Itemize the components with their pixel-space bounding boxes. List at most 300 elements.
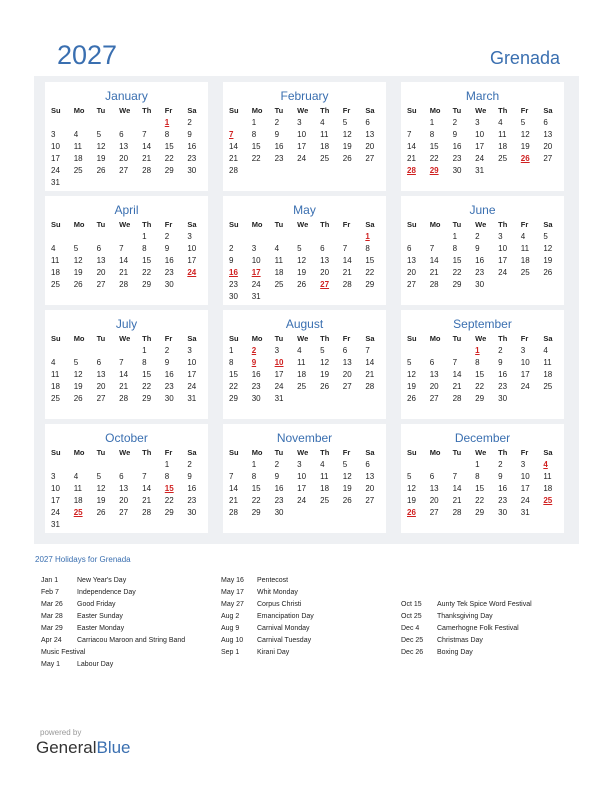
day-cell: 18 — [320, 483, 330, 493]
day-cell: 5 — [320, 345, 325, 355]
holiday-date: Aug 9 — [221, 625, 240, 632]
day-cell: 12 — [297, 255, 307, 265]
holiday-row — [41, 623, 185, 635]
holiday-day-cell: 28 — [407, 166, 416, 176]
day-cell: 27 — [407, 280, 416, 290]
day-cell: 26 — [73, 280, 83, 290]
day-cell: 15 — [229, 369, 238, 379]
month-name: June — [469, 203, 496, 217]
day-cell: 13 — [429, 483, 439, 493]
day-cell: 8 — [429, 129, 435, 139]
day-cell: 1 — [475, 459, 480, 469]
day-cell: 11 — [543, 357, 552, 367]
day-cell: 27 — [342, 381, 352, 391]
month-name: April — [114, 203, 139, 217]
day-cell: 31 — [475, 166, 485, 176]
empty-cell — [72, 344, 95, 356]
empty-cell — [428, 458, 451, 470]
day-cell: 6 — [543, 117, 548, 127]
day-cell: 22 — [142, 267, 152, 277]
month-january — [45, 82, 208, 191]
day-cell: 12 — [73, 255, 83, 265]
day-cell: 20 — [429, 381, 439, 391]
day-cell: 7 — [119, 357, 124, 367]
weekday-header: Mo — [429, 219, 441, 229]
weekday-header: Tu — [274, 105, 284, 115]
day-cell: 6 — [365, 459, 370, 469]
holiday-day-cell: 24 — [187, 267, 197, 277]
empty-cell — [541, 278, 564, 290]
day-cell: 14 — [142, 141, 152, 151]
holiday-date: Oct 25 — [401, 613, 422, 620]
empty-cell — [496, 164, 519, 176]
empty-cell — [140, 519, 163, 531]
generalblue-logo[interactable] — [36, 738, 131, 758]
weekday-header: Su — [51, 333, 61, 343]
day-cell: 6 — [119, 129, 124, 139]
month-name: October — [105, 431, 148, 445]
holiday-name: Thanksgiving Day — [437, 613, 493, 620]
day-cell: 19 — [96, 495, 106, 505]
day-cell: 29 — [229, 394, 238, 404]
day-cell: 5 — [73, 243, 79, 253]
day-cell: 24 — [498, 267, 508, 277]
weekday-header: We — [297, 447, 309, 457]
weekday-header: Su — [229, 105, 239, 115]
day-cell: 29 — [365, 280, 375, 290]
day-cell: 16 — [251, 369, 261, 379]
weekday-header: Fr — [520, 219, 529, 229]
day-cell: 21 — [229, 153, 238, 163]
day-cell: 5 — [96, 471, 102, 481]
day-cell: 10 — [297, 471, 307, 481]
empty-cell — [117, 230, 140, 242]
empty-cell — [405, 458, 428, 470]
day-cell: 6 — [342, 345, 348, 355]
day-cell: 22 — [452, 267, 462, 277]
powered-by-text: powered by — [40, 728, 82, 737]
weekday-header: Sa — [187, 105, 197, 115]
day-cell: 4 — [73, 129, 79, 139]
holiday-name: Labour Day — [77, 661, 114, 668]
day-cell: 15 — [429, 141, 439, 151]
day-cell: 18 — [520, 255, 530, 265]
day-cell: 7 — [365, 345, 370, 355]
day-cell: 16 — [187, 483, 197, 493]
empty-cell — [318, 392, 341, 404]
day-cell: 13 — [407, 255, 416, 265]
day-cell: 16 — [187, 141, 197, 151]
day-cell: 12 — [407, 483, 416, 493]
day-cell: 15 — [365, 255, 375, 265]
day-cell: 30 — [187, 166, 197, 176]
empty-cell — [72, 458, 95, 470]
weekday-header: Su — [51, 447, 61, 457]
empty-cell — [295, 291, 318, 303]
weekday-header: We — [297, 333, 309, 343]
empty-cell — [295, 506, 318, 518]
holiday-date: Dec 4 — [401, 625, 420, 632]
day-cell: 2 — [274, 117, 280, 127]
day-cell: 24 — [187, 381, 197, 391]
empty-cell — [341, 392, 364, 404]
day-cell: 10 — [297, 129, 307, 139]
day-cell: 27 — [429, 508, 439, 518]
day-cell: 19 — [520, 141, 530, 151]
empty-cell — [49, 230, 72, 242]
holiday-date: Sep 1 — [221, 649, 240, 656]
empty-cell — [185, 519, 208, 531]
day-cell: 16 — [452, 141, 462, 151]
day-cell: 17 — [187, 255, 197, 265]
day-cell: 16 — [164, 369, 174, 379]
empty-cell — [451, 458, 474, 470]
empty-cell — [496, 278, 519, 290]
day-cell: 28 — [452, 508, 462, 518]
weekday-header: Su — [407, 447, 417, 457]
day-cell: 24 — [520, 495, 530, 505]
empty-cell — [541, 506, 564, 518]
day-cell: 2 — [187, 117, 192, 127]
holiday-date: May 27 — [221, 601, 244, 608]
holidays-title: 2027 Holidays for Grenada — [35, 555, 131, 564]
day-cell: 13 — [342, 357, 352, 367]
weekday-header: Fr — [164, 105, 173, 115]
day-cell: 27 — [543, 153, 553, 163]
weekday-header: Th — [498, 219, 508, 229]
day-cell: 13 — [365, 471, 375, 481]
day-cell: 17 — [51, 153, 60, 163]
month-june — [401, 196, 564, 305]
empty-cell — [95, 458, 118, 470]
day-cell: 5 — [73, 357, 79, 367]
day-cell: 20 — [119, 495, 129, 505]
holiday-date: Aug 10 — [221, 637, 244, 644]
empty-cell — [250, 230, 273, 242]
holiday-day-cell: 16 — [229, 267, 238, 277]
empty-cell — [185, 278, 208, 290]
day-cell: 8 — [229, 357, 234, 367]
month-name: July — [115, 317, 138, 331]
empty-cell — [295, 164, 318, 176]
day-cell: 17 — [297, 483, 307, 493]
day-cell: 25 — [297, 381, 307, 391]
day-cell: 4 — [543, 345, 548, 355]
day-cell: 7 — [342, 243, 348, 253]
day-cell: 11 — [320, 129, 329, 139]
holiday-name: Music Festival — [41, 649, 86, 656]
day-cell: 30 — [251, 394, 261, 404]
day-cell: 15 — [475, 369, 485, 379]
weekday-header: Th — [142, 105, 152, 115]
month-november — [223, 424, 386, 533]
day-cell: 22 — [164, 153, 174, 163]
day-cell: 14 — [429, 255, 439, 265]
holiday-row — [221, 575, 314, 587]
day-cell: 23 — [475, 267, 485, 277]
day-cell: 1 — [142, 231, 147, 241]
empty-cell — [140, 116, 163, 128]
empty-cell — [519, 164, 542, 176]
day-cell: 7 — [229, 471, 234, 481]
day-cell: 18 — [543, 369, 553, 379]
day-cell: 12 — [543, 243, 553, 253]
empty-cell — [72, 177, 95, 189]
holiday-date: Dec 25 — [401, 637, 424, 644]
day-cell: 4 — [297, 345, 302, 355]
day-cell: 31 — [251, 292, 261, 302]
day-cell: 20 — [543, 141, 553, 151]
month-name: February — [280, 89, 329, 103]
holiday-day-cell: 1 — [164, 117, 170, 127]
day-cell: 4 — [73, 471, 79, 481]
holidays-column-2 — [221, 575, 314, 659]
empty-cell — [318, 506, 341, 518]
day-cell: 16 — [475, 255, 485, 265]
weekday-header: Mo — [429, 447, 441, 457]
weekday-header: Th — [142, 333, 152, 343]
day-cell: 20 — [96, 381, 106, 391]
day-cell: 14 — [365, 357, 375, 367]
month-name: January — [105, 89, 148, 103]
empty-cell — [541, 164, 564, 176]
day-cell: 6 — [365, 117, 370, 127]
day-cell: 12 — [96, 141, 106, 151]
day-cell: 17 — [520, 483, 530, 493]
day-cell: 25 — [274, 280, 284, 290]
weekday-header: Th — [320, 105, 330, 115]
day-cell: 9 — [187, 471, 192, 481]
day-cell: 12 — [96, 483, 106, 493]
day-cell: 13 — [119, 141, 129, 151]
day-cell: 13 — [119, 483, 129, 493]
day-cell: 18 — [498, 141, 508, 151]
day-cell: 30 — [274, 508, 284, 518]
day-cell: 3 — [51, 129, 56, 139]
weekday-header: Mo — [251, 447, 263, 457]
day-cell: 1 — [452, 231, 458, 241]
weekday-header: Fr — [164, 333, 173, 343]
day-cell: 8 — [164, 129, 170, 139]
weekday-header: Fr — [164, 447, 173, 457]
weekday-header: Su — [407, 219, 417, 229]
weekday-header: Fr — [342, 447, 351, 457]
day-cell: 5 — [297, 243, 302, 253]
day-cell: 16 — [164, 255, 174, 265]
holiday-name: Easter Monday — [77, 625, 125, 632]
weekday-header: Sa — [187, 447, 197, 457]
weekday-header: Mo — [429, 105, 441, 115]
weekday-header: Mo — [251, 105, 263, 115]
holiday-date: Dec 26 — [401, 649, 424, 656]
weekday-header: Mo — [429, 333, 441, 343]
day-cell: 31 — [520, 508, 530, 518]
day-cell: 16 — [274, 141, 284, 151]
weekday-header: Th — [498, 105, 508, 115]
weekday-header: Su — [51, 105, 61, 115]
day-cell: 31 — [51, 520, 60, 530]
day-cell: 19 — [320, 369, 330, 379]
month-september — [401, 310, 564, 419]
weekday-header: Tu — [452, 105, 462, 115]
day-cell: 9 — [498, 357, 503, 367]
day-cell: 18 — [73, 495, 83, 505]
holiday-day-cell: 27 — [320, 280, 330, 290]
day-cell: 23 — [452, 153, 462, 163]
holiday-name: Aunty Tek Spice Word Festival — [437, 601, 532, 608]
day-cell: 29 — [164, 508, 174, 518]
day-cell: 7 — [452, 471, 458, 481]
day-cell: 7 — [429, 243, 435, 253]
day-cell: 1 — [142, 345, 147, 355]
day-cell: 24 — [51, 166, 60, 176]
day-cell: 3 — [187, 345, 192, 355]
month-name: December — [454, 431, 511, 445]
day-cell: 21 — [429, 267, 439, 277]
day-cell: 24 — [274, 381, 284, 391]
day-cell: 13 — [96, 369, 106, 379]
holiday-day-cell: 29 — [429, 166, 439, 176]
day-cell: 11 — [73, 141, 82, 151]
empty-cell — [405, 230, 428, 242]
empty-cell — [541, 392, 564, 404]
day-cell: 18 — [73, 153, 83, 163]
day-cell: 1 — [429, 117, 435, 127]
holiday-name: Easter Sunday — [77, 613, 123, 620]
day-cell: 22 — [251, 153, 261, 163]
day-cell: 6 — [429, 357, 435, 367]
day-cell: 19 — [297, 267, 307, 277]
day-cell: 20 — [407, 267, 416, 277]
day-cell: 28 — [229, 166, 238, 176]
day-cell: 20 — [96, 267, 106, 277]
day-cell: 4 — [320, 459, 325, 469]
weekday-header: Sa — [187, 333, 197, 343]
day-cell: 31 — [51, 178, 60, 188]
day-cell: 30 — [452, 166, 462, 176]
empty-cell — [185, 177, 208, 189]
weekday-header: Tu — [452, 219, 462, 229]
holiday-day-cell: 4 — [543, 459, 548, 469]
day-cell: 14 — [142, 483, 152, 493]
holiday-name: Boxing Day — [437, 649, 473, 656]
weekday-header: We — [475, 219, 487, 229]
holidays-column-3 — [401, 599, 532, 659]
day-cell: 23 — [229, 280, 238, 290]
day-cell: 11 — [320, 471, 329, 481]
weekday-header: Fr — [520, 105, 529, 115]
weekday-header: Fr — [342, 333, 351, 343]
day-cell: 27 — [96, 394, 106, 404]
holiday-name: Corpus Christi — [257, 601, 302, 608]
day-cell: 25 — [51, 394, 60, 404]
day-cell: 14 — [342, 255, 352, 265]
day-cell: 17 — [187, 369, 197, 379]
day-cell: 31 — [274, 394, 284, 404]
weekday-header: Th — [320, 447, 330, 457]
weekday-header: Mo — [73, 219, 85, 229]
day-cell: 2 — [498, 345, 503, 355]
weekday-header: We — [297, 219, 309, 229]
day-cell: 23 — [498, 381, 508, 391]
day-cell: 14 — [452, 369, 462, 379]
day-cell: 1 — [251, 459, 257, 469]
day-cell: 28 — [429, 280, 439, 290]
day-cell: 11 — [498, 129, 507, 139]
month-name: September — [453, 317, 512, 331]
day-cell: 24 — [297, 153, 307, 163]
weekday-header: Th — [320, 219, 330, 229]
day-cell: 13 — [320, 255, 330, 265]
holiday-name: New Year's Day — [77, 577, 127, 584]
empty-cell — [163, 519, 186, 531]
day-cell: 30 — [475, 280, 485, 290]
day-cell: 22 — [142, 381, 152, 391]
day-cell: 22 — [229, 381, 238, 391]
holiday-row — [401, 611, 532, 623]
day-cell: 24 — [475, 153, 485, 163]
day-cell: 12 — [407, 369, 416, 379]
day-cell: 13 — [96, 255, 106, 265]
day-cell: 10 — [498, 243, 508, 253]
empty-cell — [163, 177, 186, 189]
day-cell: 16 — [498, 369, 508, 379]
day-cell: 10 — [51, 483, 60, 493]
day-cell: 30 — [164, 280, 174, 290]
day-cell: 13 — [365, 129, 375, 139]
day-cell: 11 — [51, 255, 60, 265]
month-july — [45, 310, 208, 419]
empty-cell — [363, 291, 386, 303]
day-cell: 2 — [164, 231, 170, 241]
logo-general: General — [36, 738, 97, 757]
empty-cell — [273, 230, 296, 242]
day-cell: 20 — [429, 495, 439, 505]
day-cell: 23 — [164, 267, 174, 277]
empty-cell — [273, 164, 296, 176]
day-cell: 15 — [164, 141, 174, 151]
day-cell: 5 — [407, 357, 412, 367]
holiday-day-cell: 25 — [73, 508, 83, 518]
month-name: November — [276, 431, 333, 445]
holiday-row — [221, 599, 314, 611]
day-cell: 19 — [73, 267, 83, 277]
day-cell: 2 — [164, 345, 170, 355]
empty-cell — [49, 344, 72, 356]
empty-cell — [363, 392, 386, 404]
day-cell: 28 — [119, 280, 129, 290]
empty-cell — [117, 344, 140, 356]
day-cell: 24 — [251, 280, 261, 290]
empty-cell — [363, 164, 386, 176]
month-february — [223, 82, 386, 191]
day-cell: 22 — [365, 267, 375, 277]
weekday-header: Su — [51, 219, 61, 229]
day-cell: 8 — [475, 357, 480, 367]
day-cell: 25 — [320, 495, 330, 505]
country-title: Grenada — [489, 48, 560, 68]
day-cell: 4 — [498, 117, 503, 127]
holiday-row — [41, 611, 185, 623]
weekday-header: Th — [498, 447, 508, 457]
day-cell: 15 — [452, 255, 462, 265]
day-cell: 3 — [297, 459, 302, 469]
holiday-day-cell: 17 — [251, 267, 261, 277]
day-cell: 24 — [297, 495, 307, 505]
month-april — [45, 196, 208, 305]
day-cell: 5 — [342, 117, 348, 127]
weekday-header: Tu — [96, 219, 106, 229]
